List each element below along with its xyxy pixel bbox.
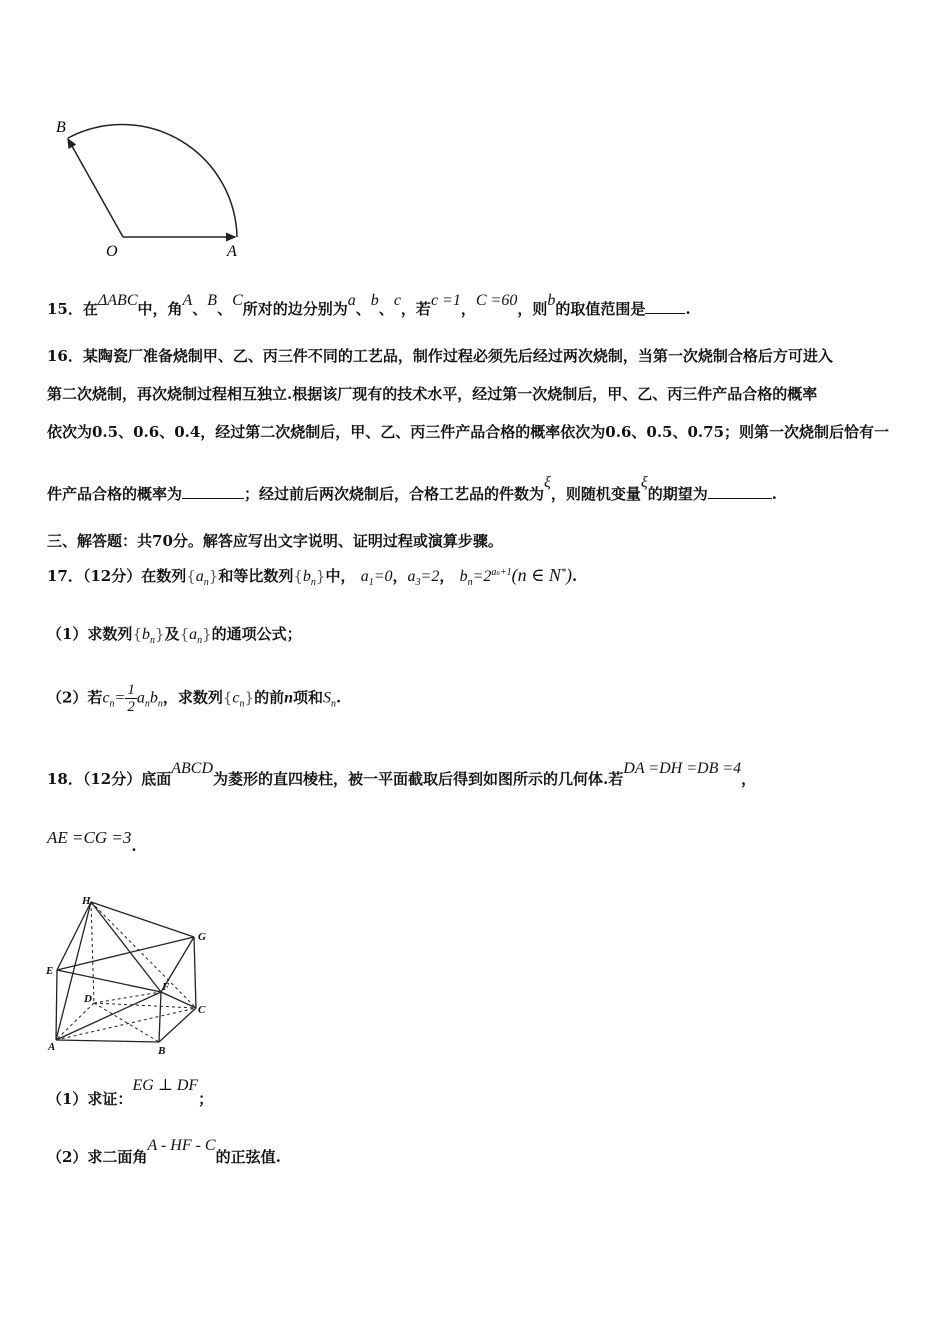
q17-domain: (n ∈ N	[511, 565, 561, 585]
q17-p2-text-c: 的前	[254, 688, 285, 707]
q17-fraction	[125, 682, 137, 715]
q17-c: c	[102, 689, 110, 707]
hidden-h-d	[91, 902, 94, 1003]
q15-end: .	[685, 300, 691, 318]
q15-side-b: b	[370, 292, 379, 309]
label-d: D	[84, 993, 92, 1005]
section-heading: 三、解答题：共70分。解答应写出文字说明、证明过程或演算步骤。	[47, 532, 503, 550]
q17-sub-n: n	[467, 577, 473, 588]
q15-text-4: ，则	[517, 300, 548, 318]
question-15	[47, 292, 691, 319]
q17-sub-n: n	[109, 698, 115, 710]
q16-xi: ξ	[544, 474, 551, 491]
q17-brace: {	[132, 625, 142, 643]
label-e: E	[46, 965, 54, 977]
q18-text-1: 为菱形的直四棱柱，被一平面截取后得到如图所示的几何体.若	[213, 770, 624, 788]
q17-a3: a	[407, 568, 416, 585]
q15-sep: 、	[192, 300, 208, 318]
q17-sub-1: 1	[368, 577, 374, 588]
q17-n: n	[284, 689, 293, 707]
q18-condition-1: DA =DH =DB =4	[623, 760, 742, 777]
q18-comma: ，	[741, 770, 757, 788]
hidden-d-c	[94, 1003, 196, 1008]
edge-e-a	[56, 970, 57, 1040]
q15-text-3: ，若	[400, 300, 431, 318]
answer-blank[interactable]	[645, 301, 685, 314]
label-a: A	[227, 243, 237, 260]
hidden-d-a	[56, 1003, 94, 1040]
label-b: B	[56, 119, 66, 136]
q17-sub-n: n	[157, 698, 163, 710]
q18-p2-text-a: （2）求二面角	[47, 1148, 148, 1166]
question-18-part-2	[47, 1137, 281, 1167]
answer-blank[interactable]	[182, 486, 244, 499]
q17-seq-b: b	[142, 626, 150, 643]
q18-dot: .	[131, 837, 137, 855]
q17-seq-b: b	[302, 568, 311, 585]
q17-brace: }	[315, 567, 326, 585]
q17-end: .	[571, 567, 578, 585]
q16-end: .	[771, 485, 778, 503]
q17-comma: ，	[392, 567, 408, 585]
q17-sub-n: n	[150, 635, 155, 646]
edge-b-c	[159, 1008, 196, 1042]
q16-text-c: ，则随机变量	[550, 485, 641, 503]
q15-sep: 、	[378, 300, 394, 318]
q17-bn: b	[459, 568, 468, 585]
edge-f-b	[159, 992, 161, 1042]
q17-brace: {	[179, 625, 190, 643]
question-16-line-1: 16．某陶瓷厂准备烧制甲、乙、丙三件不同的工艺品，制作过程必须先后经过两次烧制，当第一次烧制合格后方可进入	[47, 347, 833, 365]
q18-p1-text-a: （1）求证：	[47, 1090, 133, 1108]
q17-prod-b: b	[149, 689, 158, 707]
q15-var-b: b	[547, 292, 556, 309]
q17-sub-n: n	[144, 698, 150, 710]
q15-number: 15．在	[47, 300, 98, 318]
q16-text-b: ；经过前后两次烧制后，合格工艺品的件数为	[244, 485, 545, 503]
q17-number: 17．（12分）在数列	[47, 567, 187, 585]
q17-eq-exp: =2	[472, 568, 492, 585]
q17-brace: {	[186, 567, 196, 585]
q17-p1-text-c: 的通项公式；	[211, 625, 302, 643]
q17-prod-a: a	[136, 689, 145, 707]
sector-figure	[40, 110, 260, 265]
q18-number: 18．（12分）底面	[47, 770, 172, 788]
q17-sub-3: 3	[415, 577, 421, 588]
q17-exp-1: +1	[499, 567, 512, 578]
q17-sub-n: n	[197, 635, 203, 646]
q17-sub-n: n	[331, 698, 336, 710]
q17-brace: }	[155, 625, 165, 643]
q17-exp-a: a	[491, 567, 497, 578]
hidden-h-c	[91, 902, 196, 1008]
hidden-a-c	[56, 1008, 196, 1040]
question-16-line-3: 依次为0.5、0.6、0.4，经过第二次烧制后，甲、乙、丙三件产品合格的概率依次为0.6、0.5、0.75；则第一次烧制后恰有一	[47, 423, 890, 441]
question-17-part-1	[47, 623, 302, 646]
q17-frac-num: 1	[127, 682, 135, 698]
q17-p2-end: .	[336, 688, 342, 707]
q17-brace: {	[222, 688, 233, 707]
edge-g-c	[194, 937, 196, 1008]
q15-sep: 、	[355, 300, 371, 318]
question-17	[47, 565, 577, 588]
edge-a-b	[56, 1040, 159, 1042]
question-16-line-2: 第二次烧制，再次烧制过程相互独立.根据该厂现有的技术水平，经过第一次烧制后，甲、乙、丙三件产品合格的概率	[47, 385, 818, 403]
q18-condition-2: AE =CG =3	[47, 828, 132, 847]
question-18-part-1	[47, 1077, 214, 1109]
edge-h-g	[91, 902, 194, 937]
q15-sep: 、	[217, 300, 233, 318]
q15-angle-a: A	[182, 292, 193, 309]
q17-seq-a: a	[189, 626, 198, 643]
q15-triangle: ΔABC	[97, 292, 138, 309]
question-17-part-2	[47, 682, 341, 715]
label-c: C	[198, 1004, 206, 1016]
hidden-d-f	[94, 992, 161, 1003]
q18-p1-math: EG ⊥ DF	[132, 1077, 199, 1094]
label-h: H	[82, 895, 91, 907]
q17-sub-n: n	[203, 577, 209, 588]
label-b: B	[158, 1045, 166, 1057]
label-f: F	[162, 981, 170, 993]
q17-p1-text-a: （1）求数列	[47, 625, 133, 643]
q17-exponent	[491, 567, 511, 578]
q17-close: )	[565, 565, 572, 585]
hidden-d-b	[94, 1003, 159, 1042]
vector-ob	[68, 139, 123, 237]
answer-blank[interactable]	[708, 486, 772, 499]
q17-brace: }	[202, 625, 212, 643]
q15-side-c: c	[393, 292, 401, 309]
q17-brace: {	[293, 567, 303, 585]
q17-p2-text-d: 项和	[292, 688, 323, 707]
q17-seq-a: a	[195, 568, 204, 585]
solid-figure	[42, 890, 222, 1060]
q15-text-1: 中，角	[137, 300, 183, 318]
edge-e-f	[57, 970, 161, 992]
q17-frac-eq: =	[114, 689, 126, 707]
q17-exp-n: n	[496, 569, 500, 577]
q18-p2-text-b: 的正弦值.	[215, 1148, 281, 1166]
q18-base: ABCD	[171, 760, 214, 777]
q17-sub-n: n	[239, 698, 245, 710]
q17-sub-n: n	[310, 577, 316, 588]
question-16-line-4	[47, 474, 778, 504]
edge-f-c	[161, 992, 196, 1008]
question-18	[47, 760, 757, 789]
label-o: O	[106, 243, 118, 260]
q17-p2-text-a: （2）若	[47, 688, 103, 707]
q17-comma: ，	[439, 567, 455, 585]
q17-text-2: 中，	[325, 567, 356, 585]
q16-xi: ξ	[640, 474, 648, 491]
q18-p1-text-b: ；	[198, 1090, 214, 1108]
q15-side-a: a	[347, 292, 356, 309]
edge-h-e	[57, 902, 91, 970]
sector-arc	[68, 125, 237, 237]
q17-a1: a	[360, 568, 369, 585]
q17-seq-c: c	[232, 689, 240, 707]
q17-s: S	[323, 689, 331, 707]
q18-p2-math: A - HF - C	[147, 1137, 216, 1154]
q17-brace: }	[208, 567, 219, 585]
question-18-cont	[47, 828, 137, 855]
q17-p2-text-b: ，求数列	[162, 688, 223, 707]
q17-p1-text-b: 及	[164, 625, 180, 643]
q15-condition-1: c =1	[430, 292, 461, 309]
q15-angle-b: B	[207, 292, 218, 309]
q15-text-2: 所对的边分别为	[242, 300, 348, 318]
label-g: G	[198, 931, 206, 943]
q15-text-5: 的取值范围是	[555, 300, 646, 318]
q17-star: *	[560, 567, 566, 578]
q15-angle-c: C	[232, 292, 243, 309]
q17-eq0: =0	[373, 568, 393, 585]
q17-frac-den: 2	[127, 699, 135, 715]
q17-brace: }	[244, 688, 255, 707]
q15-condition-2: C =60	[475, 292, 518, 309]
q16-text-d: 的期望为	[647, 485, 708, 503]
edge-f-a	[56, 992, 161, 1040]
label-a: A	[48, 1041, 56, 1053]
q17-text-1: 和等比数列	[218, 567, 294, 585]
q15-comma: ，	[460, 300, 476, 318]
q16-text-a: 件产品合格的概率为	[47, 485, 183, 503]
q17-eq2: =2	[420, 568, 440, 585]
